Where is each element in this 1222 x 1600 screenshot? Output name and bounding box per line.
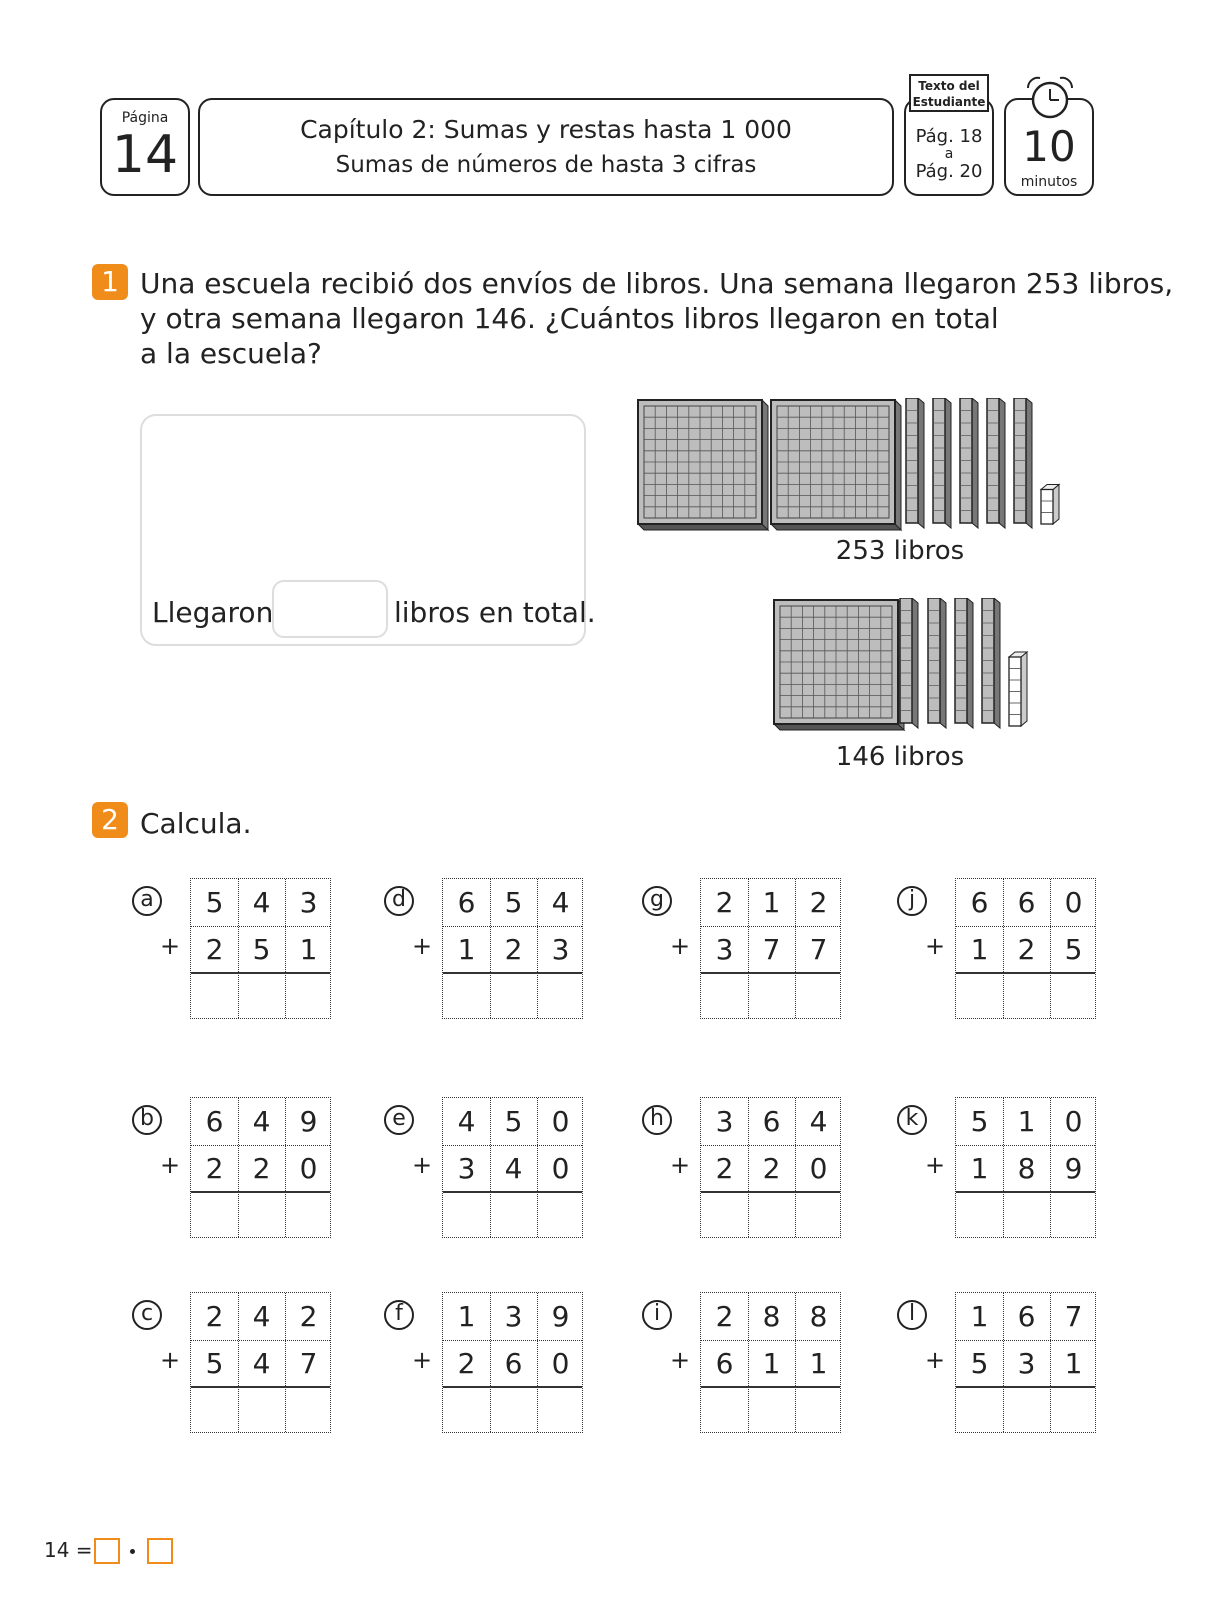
answer-cell[interactable]	[238, 1387, 285, 1434]
digit-top: 4	[252, 886, 271, 919]
digit-top: 1	[970, 1300, 989, 1333]
digit-top: 3	[504, 1300, 523, 1333]
digit-bottom: 1	[970, 1152, 989, 1185]
plus-sign: +	[670, 1346, 691, 1374]
textbook-to: Pág. 20	[915, 161, 983, 182]
digit-bottom: 3	[715, 933, 734, 966]
question-1-line-1: Una escuela recibió dos envíos de libros. Una semana llegaron 253 libros,	[140, 267, 1174, 300]
addition-grid	[442, 878, 583, 1019]
answer-cell[interactable]	[191, 973, 238, 1020]
ten-rod	[906, 398, 924, 528]
ten-rod	[960, 398, 978, 528]
digit-top: 6	[205, 1105, 224, 1138]
exercise-label: i	[642, 1300, 672, 1330]
digit-bottom: 5	[970, 1347, 989, 1380]
addition-grid	[955, 1292, 1096, 1433]
answer-cell[interactable]	[285, 973, 332, 1020]
digit-top: 3	[299, 886, 318, 919]
answer-cell[interactable]	[537, 973, 584, 1020]
plus-sign: +	[412, 1151, 433, 1179]
answer-cell[interactable]	[1050, 1192, 1097, 1239]
digit-bottom: 2	[762, 1152, 781, 1185]
addition-grid	[955, 878, 1096, 1019]
footer-equation: 14 =	[44, 1538, 93, 1562]
plus-sign: +	[925, 932, 946, 960]
question-1-number: 1	[92, 264, 128, 300]
exercise-label: g	[642, 886, 672, 916]
answer-cell[interactable]	[1003, 1192, 1050, 1239]
answer-cell[interactable]	[748, 1387, 795, 1434]
base-ten-blocks-253	[636, 398, 1076, 532]
addition-grid	[190, 1292, 331, 1433]
exercise-label: a	[132, 886, 162, 916]
question-1-line-2: y otra semana llegaron 146. ¿Cuántos libros llegaron en total	[140, 302, 999, 335]
digit-bottom: 1	[762, 1347, 781, 1380]
digit-bottom: 2	[457, 1347, 476, 1380]
digit-bottom: 6	[504, 1347, 523, 1380]
ten-rod	[955, 598, 973, 728]
page-label: Página	[121, 110, 169, 126]
digit-top: 6	[970, 886, 989, 919]
plus-sign: +	[670, 1151, 691, 1179]
digit-top: 3	[715, 1105, 734, 1138]
digit-bottom: 3	[551, 933, 570, 966]
digit-bottom: 7	[762, 933, 781, 966]
digit-top: 0	[1064, 886, 1083, 919]
answer-cell[interactable]	[443, 1387, 490, 1434]
answer-cell[interactable]	[1003, 973, 1050, 1020]
addition-grid	[700, 1097, 841, 1238]
exercise-label: c	[132, 1300, 162, 1330]
answer-cell[interactable]	[795, 973, 842, 1020]
textbook-a: a	[944, 146, 954, 162]
plus-sign: +	[160, 1151, 181, 1179]
digit-bottom: 8	[1017, 1152, 1036, 1185]
answer-cell[interactable]	[701, 973, 748, 1020]
exercise-label: b	[132, 1105, 162, 1135]
digit-top: 9	[551, 1300, 570, 1333]
digit-bottom: 1	[1064, 1347, 1083, 1380]
unit-cubes	[1009, 652, 1027, 726]
digit-bottom: 3	[1017, 1347, 1036, 1380]
exercise-label: j	[897, 886, 927, 916]
digit-top: 1	[762, 886, 781, 919]
base-ten-blocks-146	[772, 598, 1052, 734]
digit-bottom: 0	[299, 1152, 318, 1185]
hundred-block	[774, 600, 904, 730]
answer-cell[interactable]	[748, 1192, 795, 1239]
time-unit: minutos	[1020, 174, 1078, 190]
digit-top: 6	[1017, 1300, 1036, 1333]
digit-top: 2	[299, 1300, 318, 1333]
digit-bottom: 2	[205, 933, 224, 966]
exercise-label: e	[384, 1105, 414, 1135]
digit-bottom: 4	[252, 1347, 271, 1380]
digit-bottom: 7	[299, 1347, 318, 1380]
digit-top: 4	[252, 1300, 271, 1333]
answer-cell[interactable]	[490, 1192, 537, 1239]
textbook-reference-box	[904, 98, 994, 196]
lesson-title: Sumas de números de hasta 3 cifras	[335, 152, 757, 178]
chapter-title: Capítulo 2: Sumas y restas hasta 1 000	[300, 115, 792, 144]
answer-cell[interactable]	[795, 1192, 842, 1239]
hundred-block	[638, 400, 768, 530]
answer-cell[interactable]	[701, 1387, 748, 1434]
exercise-label: f	[384, 1300, 414, 1330]
plus-sign: +	[925, 1346, 946, 1374]
digit-bottom: 1	[457, 933, 476, 966]
digit-top: 7	[1064, 1300, 1083, 1333]
plus-sign: +	[160, 932, 181, 960]
digit-top: 4	[457, 1105, 476, 1138]
ten-rod	[933, 398, 951, 528]
answer-cell[interactable]	[748, 973, 795, 1020]
answer-cell[interactable]	[701, 1192, 748, 1239]
answer-cell[interactable]	[238, 973, 285, 1020]
digit-top: 6	[1017, 886, 1036, 919]
hundred-block	[771, 400, 901, 530]
digit-top: 5	[504, 886, 523, 919]
answer-prefix: Llegaron	[152, 596, 274, 629]
page-number-box	[100, 98, 190, 196]
digit-top: 1	[457, 1300, 476, 1333]
digit-top: 1	[1017, 1105, 1036, 1138]
digit-top: 8	[809, 1300, 828, 1333]
plus-sign: +	[160, 1346, 181, 1374]
digit-bottom: 4	[504, 1152, 523, 1185]
alarm-clock-icon	[1022, 74, 1078, 124]
digit-bottom: 9	[1064, 1152, 1083, 1185]
answer-cell[interactable]	[537, 1192, 584, 1239]
digit-top: 6	[457, 886, 476, 919]
digit-bottom: 2	[205, 1152, 224, 1185]
answer-cell[interactable]	[1003, 1387, 1050, 1434]
label-146-libros: 146 libros	[835, 742, 965, 772]
unit-cubes	[1041, 485, 1059, 525]
answer-cell[interactable]	[537, 1387, 584, 1434]
answer-cell[interactable]	[443, 1192, 490, 1239]
digit-bottom: 1	[299, 933, 318, 966]
answer-cell[interactable]	[238, 1192, 285, 1239]
digit-bottom: 2	[715, 1152, 734, 1185]
chapter-title-box	[198, 98, 894, 196]
question-1-line-3: a la escuela?	[140, 337, 322, 370]
answer-cell[interactable]	[191, 1192, 238, 1239]
digit-top: 2	[715, 886, 734, 919]
digit-top: 2	[715, 1300, 734, 1333]
digit-bottom: 0	[551, 1347, 570, 1380]
textbook-tag: Texto del Estudiante	[909, 74, 989, 112]
digit-top: 2	[205, 1300, 224, 1333]
digit-bottom: 5	[252, 933, 271, 966]
digit-bottom: 2	[1017, 933, 1036, 966]
answer-cell[interactable]	[1050, 973, 1097, 1020]
answer-cell[interactable]	[443, 973, 490, 1020]
digit-top: 2	[809, 886, 828, 919]
digit-bottom: 3	[457, 1152, 476, 1185]
addition-grid	[442, 1097, 583, 1238]
addition-grid	[190, 1097, 331, 1238]
answer-cell[interactable]	[285, 1387, 332, 1434]
addition-grid	[442, 1292, 583, 1433]
answer-cell[interactable]	[490, 1387, 537, 1434]
label-253-libros: 253 libros	[835, 536, 965, 566]
digit-top: 6	[762, 1105, 781, 1138]
digit-top: 0	[551, 1105, 570, 1138]
ten-rod	[987, 398, 1005, 528]
digit-top: 5	[970, 1105, 989, 1138]
footer-factor-box-1[interactable]	[94, 1538, 120, 1564]
exercise-label: h	[642, 1105, 672, 1135]
addition-grid	[700, 878, 841, 1019]
answer-cell[interactable]	[956, 1192, 1003, 1239]
answer-input-box[interactable]	[272, 580, 388, 638]
exercise-label: k	[897, 1105, 927, 1135]
digit-bottom: 6	[715, 1347, 734, 1380]
answer-cell[interactable]	[285, 1192, 332, 1239]
digit-top: 5	[504, 1105, 523, 1138]
ten-rod	[1014, 398, 1032, 528]
answer-cell[interactable]	[1050, 1387, 1097, 1434]
plus-sign: +	[412, 932, 433, 960]
addition-grid	[700, 1292, 841, 1433]
footer-factor-box-2[interactable]	[147, 1538, 173, 1564]
digit-bottom: 2	[252, 1152, 271, 1185]
addition-grid	[190, 878, 331, 1019]
plus-sign: +	[670, 932, 691, 960]
digit-top: 4	[551, 886, 570, 919]
page-number: 14	[111, 125, 179, 185]
digit-bottom: 1	[970, 933, 989, 966]
exercise-label: l	[897, 1300, 927, 1330]
textbook-from: Pág. 18	[915, 126, 983, 147]
digit-bottom: 5	[1064, 933, 1083, 966]
addition-grid	[955, 1097, 1096, 1238]
question-2-instruction: Calcula.	[140, 807, 252, 840]
digit-top: 4	[252, 1105, 271, 1138]
digit-bottom: 1	[809, 1347, 828, 1380]
multiplication-dot	[130, 1549, 135, 1554]
time-value: 10	[1022, 122, 1076, 171]
digit-top: 0	[1064, 1105, 1083, 1138]
answer-cell[interactable]	[956, 1387, 1003, 1434]
exercise-label: d	[384, 886, 414, 916]
answer-cell[interactable]	[490, 973, 537, 1020]
answer-suffix: libros en total.	[394, 596, 596, 629]
digit-top: 8	[762, 1300, 781, 1333]
question-2-number: 2	[92, 802, 128, 838]
digit-top: 9	[299, 1105, 318, 1138]
digit-bottom: 7	[809, 933, 828, 966]
digit-bottom: 5	[205, 1347, 224, 1380]
ten-rod	[928, 598, 946, 728]
answer-cell[interactable]	[795, 1387, 842, 1434]
answer-cell[interactable]	[956, 973, 1003, 1020]
digit-bottom: 0	[551, 1152, 570, 1185]
ten-rod	[900, 598, 918, 728]
answer-cell[interactable]	[191, 1387, 238, 1434]
digit-top: 5	[205, 886, 224, 919]
ten-rod	[982, 598, 1000, 728]
digit-bottom: 2	[504, 933, 523, 966]
digit-bottom: 0	[809, 1152, 828, 1185]
plus-sign: +	[925, 1151, 946, 1179]
digit-top: 4	[809, 1105, 828, 1138]
plus-sign: +	[412, 1346, 433, 1374]
